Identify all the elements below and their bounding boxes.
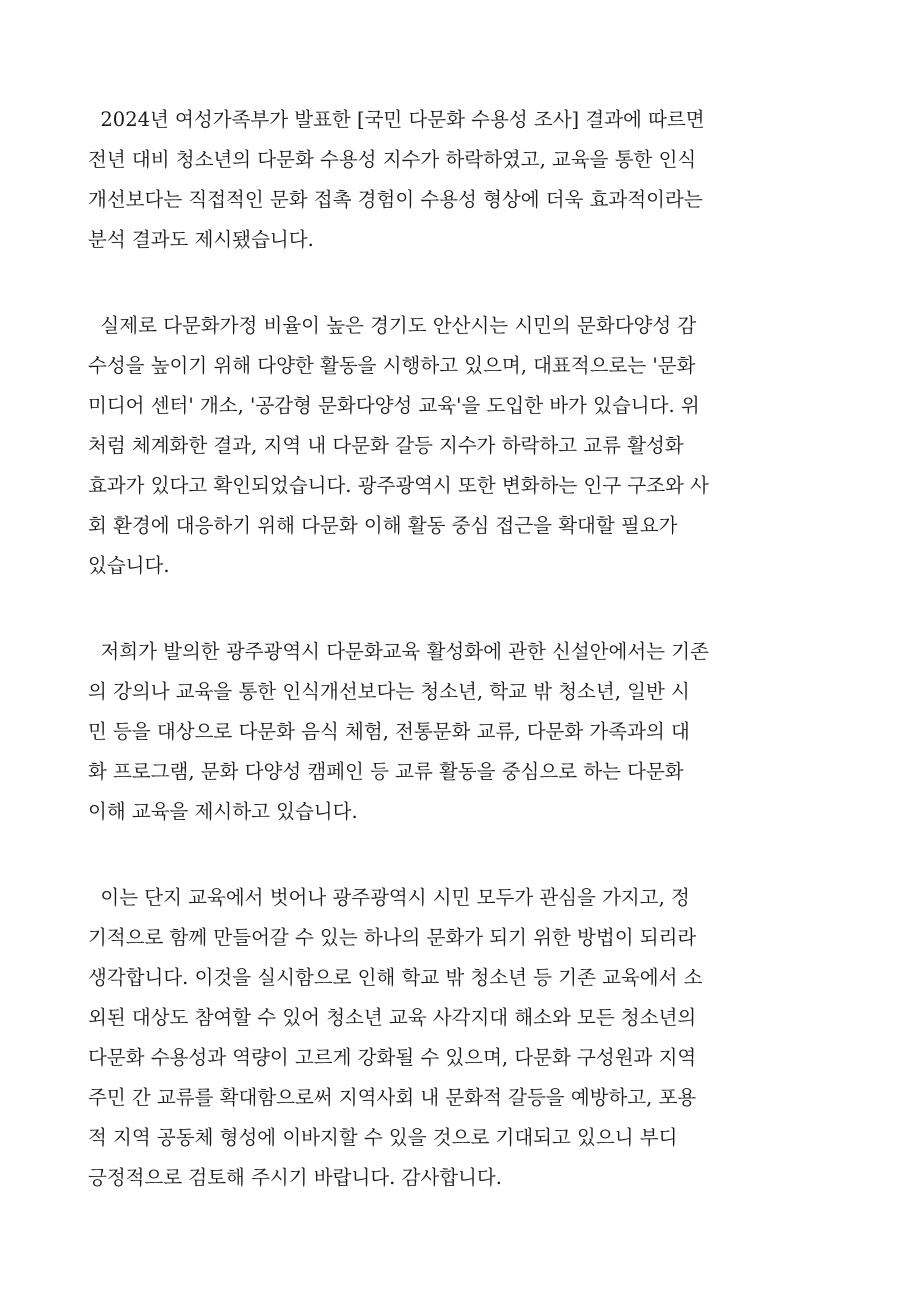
text-line: 적 지역 공동체 형성에 이바지할 수 있을 것으로 기대되고 있으니 부디 bbox=[88, 1126, 678, 1149]
text-line: 이는 단지 교육에서 벗어나 광주광역시 시민 모두가 관심을 가지고, 정 bbox=[88, 886, 690, 909]
text-line: 이해 교육을 제시하고 있습니다. bbox=[88, 800, 358, 823]
text-line: 전년 대비 청소년의 다문화 수용성 지수가 하락하였고, 교육을 통한 인식 bbox=[88, 148, 697, 171]
text-line: 외된 대상도 참여할 수 있어 청소년 교육 사각지대 해소와 모든 청소년의 bbox=[88, 1006, 697, 1029]
text-line: 회 환경에 대응하기 위해 다문화 이해 활동 중심 접근을 확대할 필요가 bbox=[88, 514, 678, 537]
text-line: 기적으로 함께 만들어갈 수 있는 하나의 문화가 되기 위한 방법이 되리라 bbox=[88, 926, 697, 949]
text-line: 민 등을 대상으로 다문화 음식 체험, 전통문화 교류, 다문화 가족과의 대 bbox=[88, 720, 690, 743]
text-line: 수성을 높이기 위해 다양한 활동을 시행하고 있으며, 대표적으로는 '문화 bbox=[88, 354, 696, 377]
text-line: 분석 결과도 제시됐습니다. bbox=[88, 228, 314, 251]
paragraph-2 bbox=[88, 306, 833, 586]
text-line: 실제로 다문화가정 비율이 높은 경기도 안산시는 시민의 문화다양성 감 bbox=[88, 314, 697, 337]
text-line: 주민 간 교류를 확대함으로써 지역사회 내 문화적 갈등을 예방하고, 포용 bbox=[88, 1086, 697, 1109]
text-line: 생각합니다. 이것을 실시함으로 인해 학교 밖 청소년 등 기존 교육에서 소 bbox=[88, 966, 703, 989]
document-body bbox=[88, 100, 833, 1244]
text-line: 있습니다. bbox=[88, 554, 170, 577]
paragraph-1 bbox=[88, 100, 833, 260]
text-line: 처럼 체계화한 결과, 지역 내 다문화 갈등 지수가 하락하고 교류 활성화 bbox=[88, 434, 684, 457]
text-line: 효과가 있다고 확인되었습니다. 광주광역시 또한 변화하는 인구 구조와 사 bbox=[88, 474, 709, 497]
paragraph-4 bbox=[88, 878, 833, 1198]
text-line: 화 프로그램, 문화 다양성 캠페인 등 교류 활동을 중심으로 하는 다문화 bbox=[88, 760, 684, 783]
text-line: 2024년 여성가족부가 발표한 [국민 다문화 수용성 조사] 결과에 따르면 bbox=[88, 108, 705, 131]
text-line: 다문화 수용성과 역량이 고르게 강화될 수 있으며, 다문화 구성원과 지역 bbox=[88, 1046, 697, 1069]
text-line: 긍정적으로 검토해 주시기 바랍니다. 감사합니다. bbox=[88, 1166, 502, 1189]
paragraph-3 bbox=[88, 632, 833, 832]
text-line: 의 강의나 교육을 통한 인식개선보다는 청소년, 학교 밖 청소년, 일반 시 bbox=[88, 680, 690, 703]
text-line: 저희가 발의한 광주광역시 다문화교육 활성화에 관한 신설안에서는 기존 bbox=[88, 640, 709, 663]
text-line: 개선보다는 직접적인 문화 접촉 경험이 수용성 형상에 더욱 효과적이라는 bbox=[88, 188, 703, 211]
text-line: 미디어 센터' 개소, '공감형 문화다양성 교육'을 도입한 바가 있습니다. 위 bbox=[88, 394, 700, 417]
